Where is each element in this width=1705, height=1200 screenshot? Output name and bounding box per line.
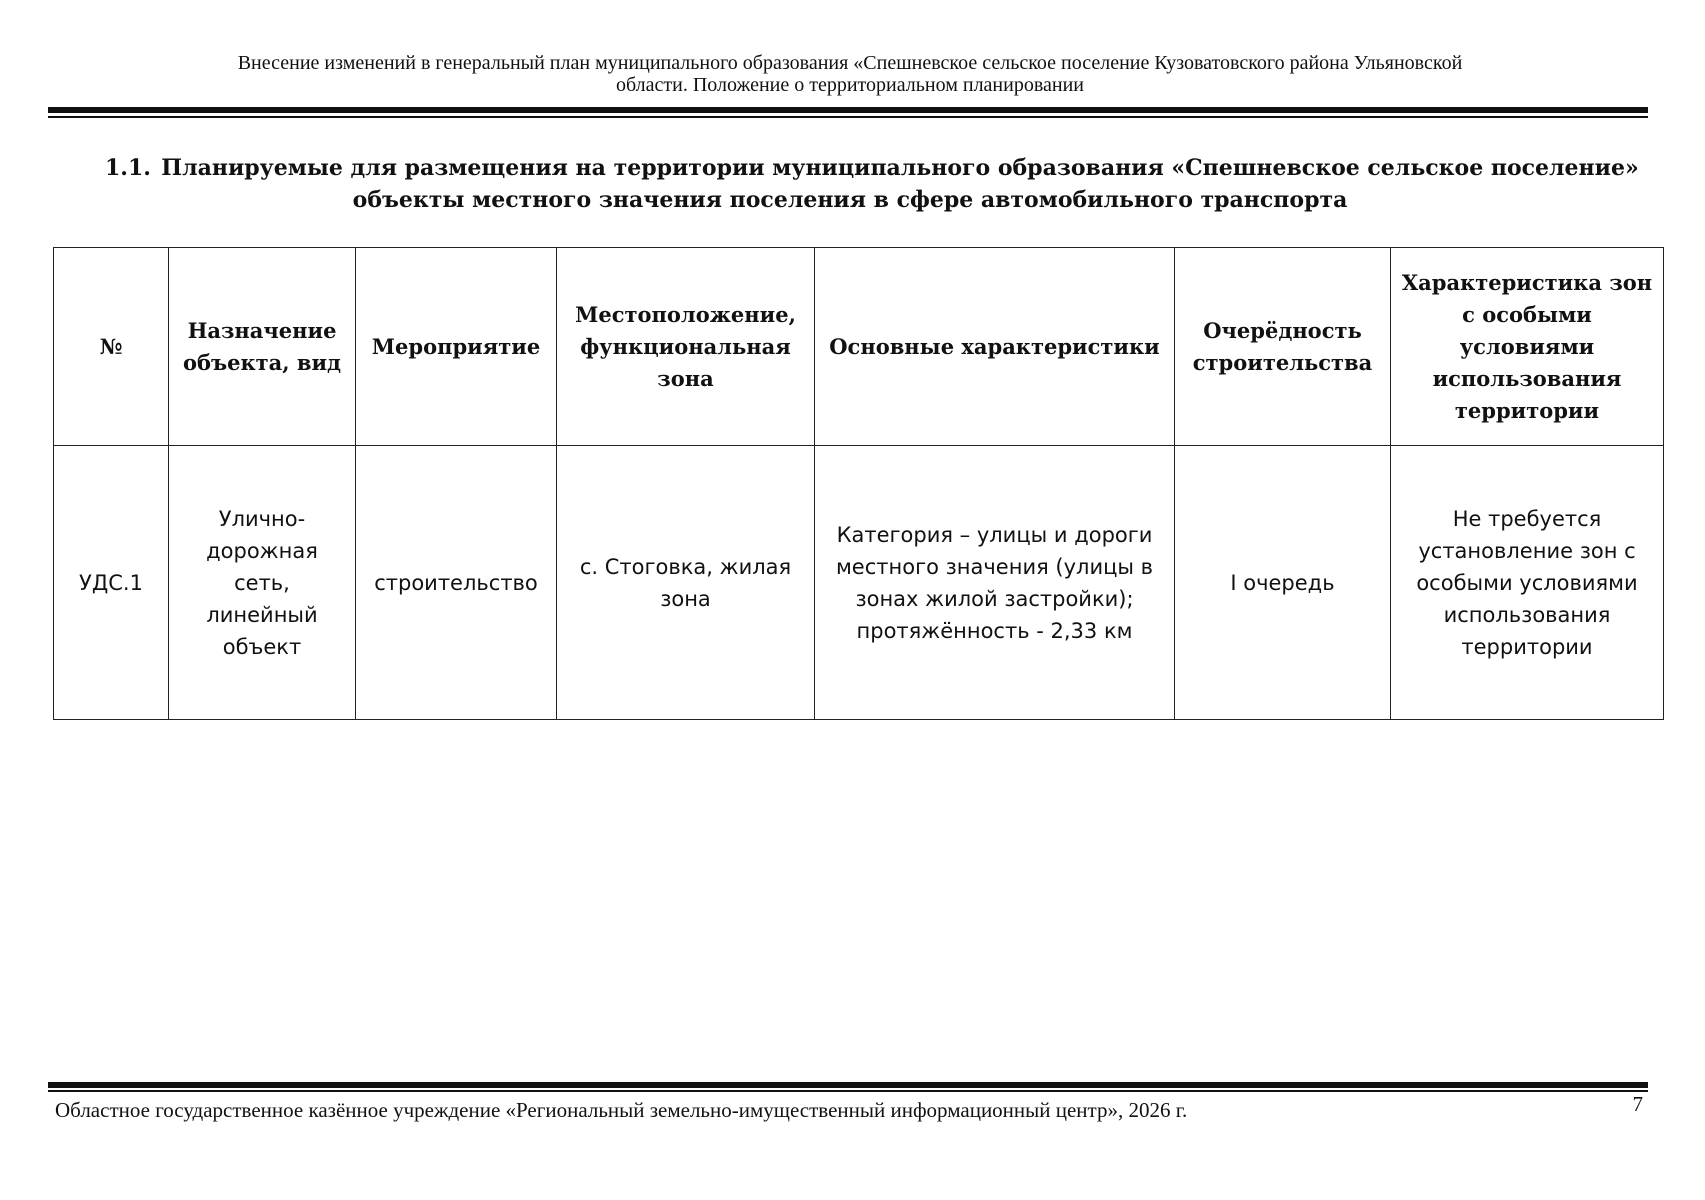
footer-rule-thin bbox=[48, 1090, 1648, 1092]
header-cell-number: № bbox=[54, 248, 169, 446]
header-cell-purpose: Назначение объекта, вид bbox=[169, 248, 356, 446]
cell-characteristics: Категория – улицы и дороги местного значения (улицы в зонах жилой застройки); протяжённость - 2,33 км bbox=[815, 446, 1175, 720]
cell-number: УДС.1 bbox=[54, 446, 169, 720]
section-title-line-2: объекты местного значения поселения в сфере автомобильного транспорта bbox=[352, 187, 1348, 213]
cell-priority: I очередь bbox=[1175, 446, 1391, 720]
header-cell-priority: Очерёдность строительства bbox=[1175, 248, 1391, 446]
objects-table bbox=[53, 247, 1664, 720]
page-number: 7 bbox=[1632, 1092, 1643, 1116]
footer-rule bbox=[48, 1082, 1648, 1088]
section-title bbox=[50, 152, 1650, 216]
cell-location: с. Стоговка, жилая зона bbox=[557, 446, 815, 720]
page-footer: Областное государственное казённое учреждение «Региональный земельно-имущественный информационный центр», 2026 г. bbox=[55, 1098, 1188, 1122]
header-cell-zones: Характеристика зон с особыми условиями использования территории bbox=[1391, 248, 1664, 446]
header-cell-location: Местоположение, функциональная зона bbox=[557, 248, 815, 446]
table-header-row bbox=[54, 248, 1664, 446]
table-row bbox=[54, 446, 1664, 720]
cell-action: строительство bbox=[356, 446, 557, 720]
header-rule bbox=[48, 107, 1648, 113]
page-header bbox=[50, 52, 1650, 96]
section-title-line-1: Планируемые для размещения на территории муниципального образования «Спешневское сельское поселение» bbox=[161, 155, 1639, 181]
header-cell-action: Мероприятие bbox=[356, 248, 557, 446]
header-cell-characteristics: Основные характеристики bbox=[815, 248, 1175, 446]
header-line-2: области. Положение о территориальном планировании bbox=[616, 74, 1084, 96]
header-line-1: Внесение изменений в генеральный план муниципального образования «Спешневское сельское поселение Кузоватовского района Ульяновской bbox=[237, 52, 1463, 74]
header-rule-thin bbox=[48, 116, 1648, 118]
cell-purpose: Улично-дорожная сеть, линейный объект bbox=[169, 446, 356, 720]
section-number: 1.1. bbox=[105, 155, 151, 181]
cell-zones: Не требуется установление зон с особыми условиями использования территории bbox=[1391, 446, 1664, 720]
